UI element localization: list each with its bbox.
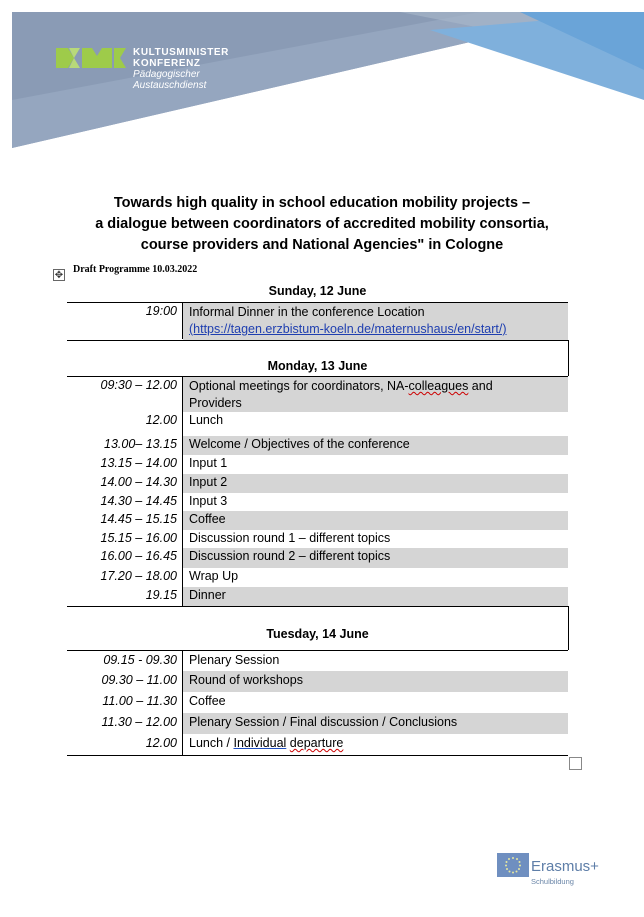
table-row: [67, 651, 568, 671]
day-heading-sunday: Sunday, 12 June: [268, 284, 367, 298]
activity-cell: Wrap Up: [189, 569, 239, 583]
table-row: [67, 377, 568, 412]
activity-cell: Plenary Session / Final discussion / Conclusions: [183, 713, 568, 734]
table-row: [67, 474, 568, 493]
table-border: [568, 340, 569, 376]
table-row: [67, 412, 568, 436]
venue-link[interactable]: (https://tagen.erzbistum-koeln.de/maternushaus/en/start/): [189, 322, 507, 336]
activity-text: and: [468, 379, 493, 393]
activity-cell: Lunch: [189, 413, 224, 427]
tuesday-table: [67, 651, 568, 755]
activity-text: Optional meetings for coordinators, NA-: [189, 379, 409, 393]
time-cell: 09:30 – 12.00: [67, 377, 183, 412]
activity-text: departure: [289, 736, 344, 750]
time-cell: 19:00: [67, 303, 183, 339]
activity-cell: [183, 303, 568, 340]
header-banner: [0, 0, 644, 150]
time-cell: 17.20 – 18.00: [67, 568, 183, 587]
title-line-1: Towards high quality in school education mobility projects –: [113, 195, 531, 211]
monday-table: [67, 377, 568, 606]
time-cell: 12.00: [67, 412, 183, 436]
activity-cell: Dinner: [183, 587, 568, 606]
activity-cell: [183, 377, 568, 412]
time-cell: 19.15: [67, 587, 183, 606]
time-cell: 16.00 – 16.45: [67, 548, 183, 568]
time-cell: 14.30 – 14.45: [67, 493, 183, 511]
table-row: [67, 713, 568, 734]
time-cell: 13.00– 13.15: [67, 436, 183, 455]
document-title: [60, 193, 584, 256]
activity-text: Informal Dinner in the conference Location: [189, 305, 425, 319]
activity-cell: Coffee: [189, 694, 226, 708]
divider: [67, 606, 568, 607]
table-row: [67, 548, 568, 568]
table-row: [67, 436, 568, 455]
table-row: [67, 692, 568, 713]
activity-cell: Round of workshops: [183, 671, 568, 692]
table-row: [67, 734, 568, 755]
table-row: [67, 568, 568, 587]
time-cell: 13.15 – 14.00: [67, 455, 183, 474]
table-move-handle-icon[interactable]: ✥: [54, 270, 64, 281]
eu-flag-icon: [497, 853, 529, 877]
activity-text: colleagues: [408, 379, 469, 393]
activity-cell: Input 3: [189, 494, 228, 508]
time-cell: 11.00 – 11.30: [67, 692, 183, 713]
table-row: [67, 493, 568, 511]
activity-cell: Discussion round 2 – different topics: [183, 548, 568, 568]
divider: [67, 755, 568, 756]
time-cell: 15.15 – 16.00: [67, 530, 183, 548]
table-row: [67, 671, 568, 692]
table-row: [67, 455, 568, 474]
activity-cell: Discussion round 1 – different topics: [189, 531, 391, 545]
activity-cell: Coffee: [183, 511, 568, 530]
activity-cell: Welcome / Objectives of the conference: [183, 436, 568, 455]
logo-line-4: Austauschdienst: [133, 80, 207, 91]
activity-cell: [183, 734, 568, 755]
activity-cell: Input 1: [189, 456, 228, 470]
time-cell: 11.30 – 12.00: [67, 713, 183, 734]
logo-line-3: Pädagogischer: [133, 69, 200, 80]
table-row: [67, 303, 568, 340]
erasmus-brand: Erasmus+: [531, 858, 599, 875]
activity-text: Lunch /: [189, 736, 234, 750]
table-row: [67, 587, 568, 606]
time-cell: 14.45 – 15.15: [67, 511, 183, 530]
activity-cell: Input 2: [183, 474, 568, 493]
table-border: [568, 606, 569, 650]
time-cell: 12.00: [67, 734, 183, 755]
activity-cell: Plenary Session: [189, 653, 280, 667]
title-line-2: a dialogue between coordinators of accredited mobility consortia,: [95, 216, 549, 232]
table-row: [67, 511, 568, 530]
logo-text: [133, 47, 229, 91]
day-heading-tuesday: Tuesday, 14 June: [266, 627, 369, 641]
time-cell: 09.30 – 11.00: [67, 671, 183, 692]
activity-text: Providers: [189, 396, 242, 410]
logo-line-2: KONFERENZ: [133, 58, 201, 69]
sunday-table: [67, 303, 568, 340]
logo-line-1: KULTUSMINISTER: [133, 47, 229, 58]
activity-text: Individual: [233, 736, 287, 750]
time-cell: 09.15 - 09.30: [67, 651, 183, 671]
title-line-3: course providers and National Agencies" in Cologne: [140, 237, 504, 253]
divider: [67, 340, 568, 341]
day-heading-monday: Monday, 13 June: [267, 359, 368, 373]
time-cell: 14.00 – 14.30: [67, 474, 183, 493]
kmk-logo-icon: [56, 48, 126, 68]
erasmus-sub: Schulbildung: [531, 877, 574, 886]
draft-label: Draft Programme 10.03.2022: [73, 264, 198, 275]
table-end-marker[interactable]: [569, 757, 582, 770]
table-row: [67, 530, 568, 548]
